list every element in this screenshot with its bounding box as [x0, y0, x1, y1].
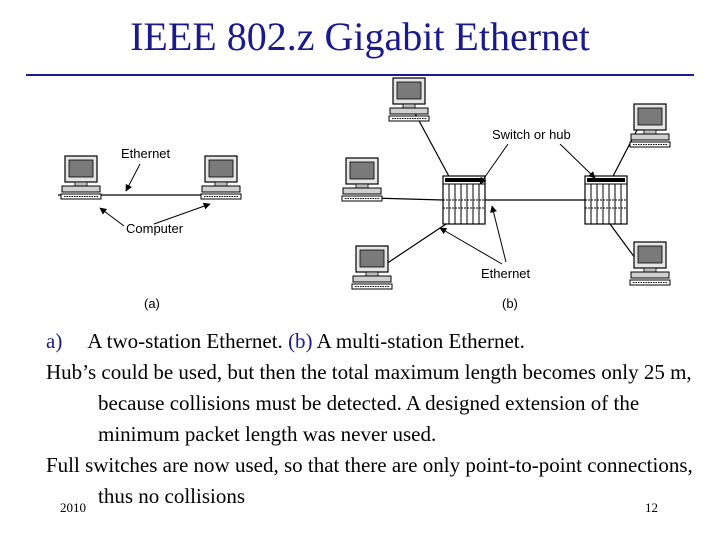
arrow-switch-left [480, 144, 508, 184]
arrow-ethernet-a [126, 164, 140, 191]
label-panel-b: (b) [502, 296, 518, 311]
switch-icon-left [443, 176, 485, 224]
link-left-pc [373, 198, 443, 200]
label-panel-a: (a) [144, 296, 160, 311]
arrow-switch-right [560, 144, 595, 178]
caption-a-marker: a) [46, 329, 63, 353]
computer-icon-a-left [61, 156, 101, 199]
arrow-computer-left [100, 208, 124, 226]
computer-icon-b-left [342, 158, 382, 201]
computer-icon-a-right [201, 156, 241, 199]
label-switch-or-hub: Switch or hub [492, 127, 571, 142]
switch-icon-right [585, 176, 627, 224]
computer-icon-b-bottom [352, 246, 392, 289]
computer-icon-b-right-bottom [630, 242, 670, 285]
arrow-ethernet-b-1 [440, 228, 502, 264]
computer-icon-b-right-top [630, 104, 670, 147]
slide-title: IEEE 802.z Gigabit Ethernet [130, 14, 590, 59]
label-ethernet-a: Ethernet [121, 146, 171, 161]
footer-year: 2010 [60, 500, 86, 515]
arrow-ethernet-b-2 [492, 206, 506, 262]
label-computer: Computer [126, 221, 184, 236]
hub-paragraph: Hub’s could be used, but then the total maximum length becomes only 25 m, because collisions must be detected. A designed extension of the minimum packet length was never used. [46, 360, 692, 446]
caption-line [46, 326, 696, 357]
link-bottom-pc [383, 220, 452, 266]
ethernet-figure [40, 76, 700, 316]
page-number: 12 [645, 500, 658, 515]
caption-a-text: A two-station Ethernet. [87, 329, 283, 353]
computer-icon-b-top [389, 78, 429, 121]
slide-body [46, 326, 696, 512]
caption-b-marker: (b) [288, 329, 313, 353]
switch-paragraph: Full switches are now used, so that there are only point-to-point connections, thus no collisions [46, 453, 693, 508]
caption-b-text: A multi-station Ethernet. [316, 329, 525, 353]
label-ethernet-b: Ethernet [481, 266, 531, 281]
